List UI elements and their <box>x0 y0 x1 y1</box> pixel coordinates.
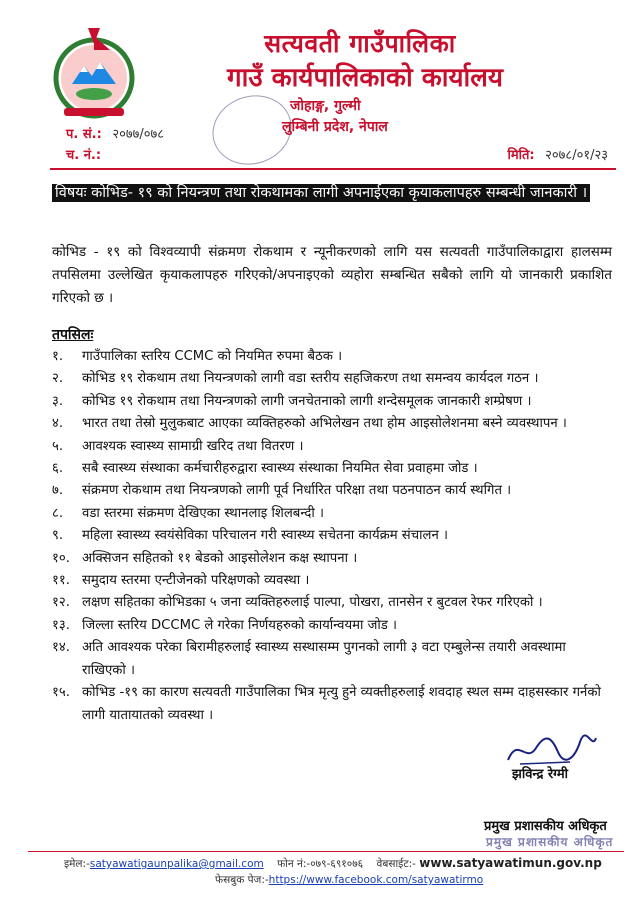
phone-number: ०७९-६९१०७६ <box>310 858 364 870</box>
item-number: ३. <box>52 393 64 409</box>
item-text: आवश्यक स्वास्थ्य सामाग्री खरिद तथा वितरण । <box>82 438 304 454</box>
item-text: अक्सिजन सहितको ११ बेडको आइसोलेशन कक्ष स्थापना । <box>82 550 358 566</box>
item-text: अति आवश्यक परेका बिरामीहरुलाई स्वास्थ्य सस्थासम्म पुगनको लागी ३ वटा एम्बुलेन्स तयारी अवस्थामा राखिएको । <box>82 640 566 678</box>
list-item <box>52 592 612 614</box>
dispatch-number <box>66 145 107 163</box>
item-number: १०. <box>52 550 70 566</box>
item-number: ६. <box>52 461 64 477</box>
facebook-label: फेसबुक पेज:- <box>215 874 269 886</box>
item-text: जिल्ला स्तरिय DCCMC ले गरेका निर्णयहरुको कार्यान्वयमा जोड । <box>82 617 398 633</box>
dispatch-label: च. नं.: <box>66 148 102 163</box>
facebook-link[interactable]: https://www.facebook.com/satyawatirmo <box>268 874 484 886</box>
item-text: सबै स्वास्थ्य संस्थाका कर्मचारीहरुद्वारा स्वास्थ्य संस्थाका नियमित सेवा प्रवाहमा जोड । <box>82 461 478 477</box>
signature-stamp: प्रमुख प्रशासकीय अधिकृत <box>486 835 614 849</box>
list-item <box>52 570 612 592</box>
item-text: कोभिड -१९ का कारण सत्यवती गाउँपालिका भित्र मृत्यु हुने व्यक्तीहरुलाई शवदाह स्थल सम्म दाहसस्कार गर्नको लागी यातायातको व्यवस्था । <box>82 685 601 723</box>
list-item <box>52 525 612 547</box>
signer-name: झविन्द्र रेग्मी <box>512 767 568 782</box>
item-text: संक्रमण रोकथाम तथा नियन्त्रणको लागी पूर्व निर्धारित परिक्षा तथा पठनपाठन कार्य स्थगित । <box>82 483 512 499</box>
item-number: १५. <box>52 685 70 701</box>
item-number: २. <box>52 371 64 387</box>
activity-list <box>52 346 612 727</box>
list-item <box>52 391 612 413</box>
list-item <box>52 480 612 502</box>
list-item <box>52 368 612 390</box>
item-number: ९. <box>52 528 64 544</box>
date-value: २०७८/०१/२३ <box>545 148 608 163</box>
item-text: समुदाय स्तरमा एन्टीजेनको परिक्षणको व्यवस्था । <box>82 573 310 589</box>
reference-number <box>66 124 164 142</box>
item-text: गाउँपालिका स्तरिय CCMC को नियमित रुपमा बैठक । <box>82 349 343 364</box>
list-item <box>52 637 612 682</box>
header-divider <box>50 168 616 170</box>
item-number: ५. <box>52 438 64 454</box>
item-text: वडा स्तरमा संक्रमण देखिएका स्थानलाइ शिलबन्दी । <box>82 505 325 521</box>
ref-value: २०७७/०७८ <box>112 127 165 142</box>
footer-divider <box>28 851 624 852</box>
signer-title: प्रमुख प्रशासकीय अधिकृत <box>484 819 607 834</box>
list-heading: तपसिलः <box>52 327 94 343</box>
item-text: भारत तथा तेस्रो मुलुकबाट आएका व्यक्तिहरुको अभिलेखन तथा होम आइसोलेशनमा बस्ने व्यवस्थापन । <box>82 416 567 432</box>
list-item <box>52 413 612 435</box>
ref-label: प. सं.: <box>66 127 102 142</box>
address-line1: जोहाङ्ग, गुल्मी <box>290 98 361 114</box>
item-text: कोभिड १९ रोकथाम तथा नियन्त्रणको लागी वडा स्तरीय सहजिकरण तथा समन्वय कार्यदल गठन । <box>82 371 539 387</box>
email-link[interactable]: satyawatigaunpalika@gmail.com <box>89 858 264 870</box>
office-name: गाउँ कार्यपालिकाको कार्यालय <box>227 63 503 93</box>
footer-facebook <box>215 873 483 887</box>
list-item <box>52 548 612 570</box>
item-text: महिला स्वास्थ्य स्वयंसेविका परिचालन गरी स्वास्थ्य सचेतना कार्यक्रम संचालन । <box>82 528 448 544</box>
list-item <box>52 682 612 727</box>
address-line2: लुम्बिनी प्रदेश, नेपाल <box>282 119 388 135</box>
footer-contact <box>64 856 602 871</box>
subject-box <box>52 181 614 205</box>
org-name: सत्यवती गाउँपालिका <box>264 29 456 58</box>
item-number: १३. <box>52 617 70 633</box>
list-item <box>52 615 612 637</box>
item-number: १२. <box>52 595 70 611</box>
list-item <box>52 436 612 458</box>
website-label: वेबसाईट:- <box>376 858 416 870</box>
item-number: १. <box>52 349 64 364</box>
list-item <box>52 503 612 525</box>
subject-text: विषयः कोभिड- १९ को नियन्त्रण तथा रोकथामका लागी अपनाईएका कृयाकलापहरु सम्बन्धी जानकारी । <box>52 184 590 202</box>
item-number: ८. <box>52 505 64 521</box>
list-item <box>52 346 612 368</box>
date-label: मिति: <box>507 148 535 163</box>
phone-label: फोन नं:- <box>277 858 311 870</box>
nepal-emblem-icon <box>44 22 144 122</box>
item-text: लक्षण सहितका कोभिडका ५ जना व्यक्तिहरुलाई पाल्पा, पोखरा, तानसेन र बुटवल रेफर गरिएको । <box>82 595 543 611</box>
item-number: ४. <box>52 416 64 432</box>
item-number: ७. <box>52 483 64 499</box>
office-seal <box>203 85 300 174</box>
item-number: १४. <box>52 640 70 656</box>
list-item <box>52 458 612 480</box>
email-label: इमेल:- <box>64 858 90 870</box>
intro-paragraph: कोभिड - १९ को विश्वव्यापी संक्रमण रोकथाम र न्यूनीकरणको लागि यस सत्यवती गाउँपालिकाद्वारा हालसम्म तपसिलमा उल्लेखित कृयाकलापहरु गरिएको/अपनाइएको व्यहोरा सम्बन्धित सबैको लागि यो जानकारी प्रकाशित गरिएको छ । <box>52 244 612 306</box>
item-number: ११. <box>52 573 70 589</box>
item-text: कोभिड १९ रोकथाम तथा नियन्त्रणको लागी जनचेतनाको लागी शन्देसमूलक जानकारी शम्प्रेषण । <box>82 393 532 409</box>
website-link[interactable]: www.satyawatimun.gov.np <box>419 856 602 870</box>
letter-date <box>508 145 609 163</box>
